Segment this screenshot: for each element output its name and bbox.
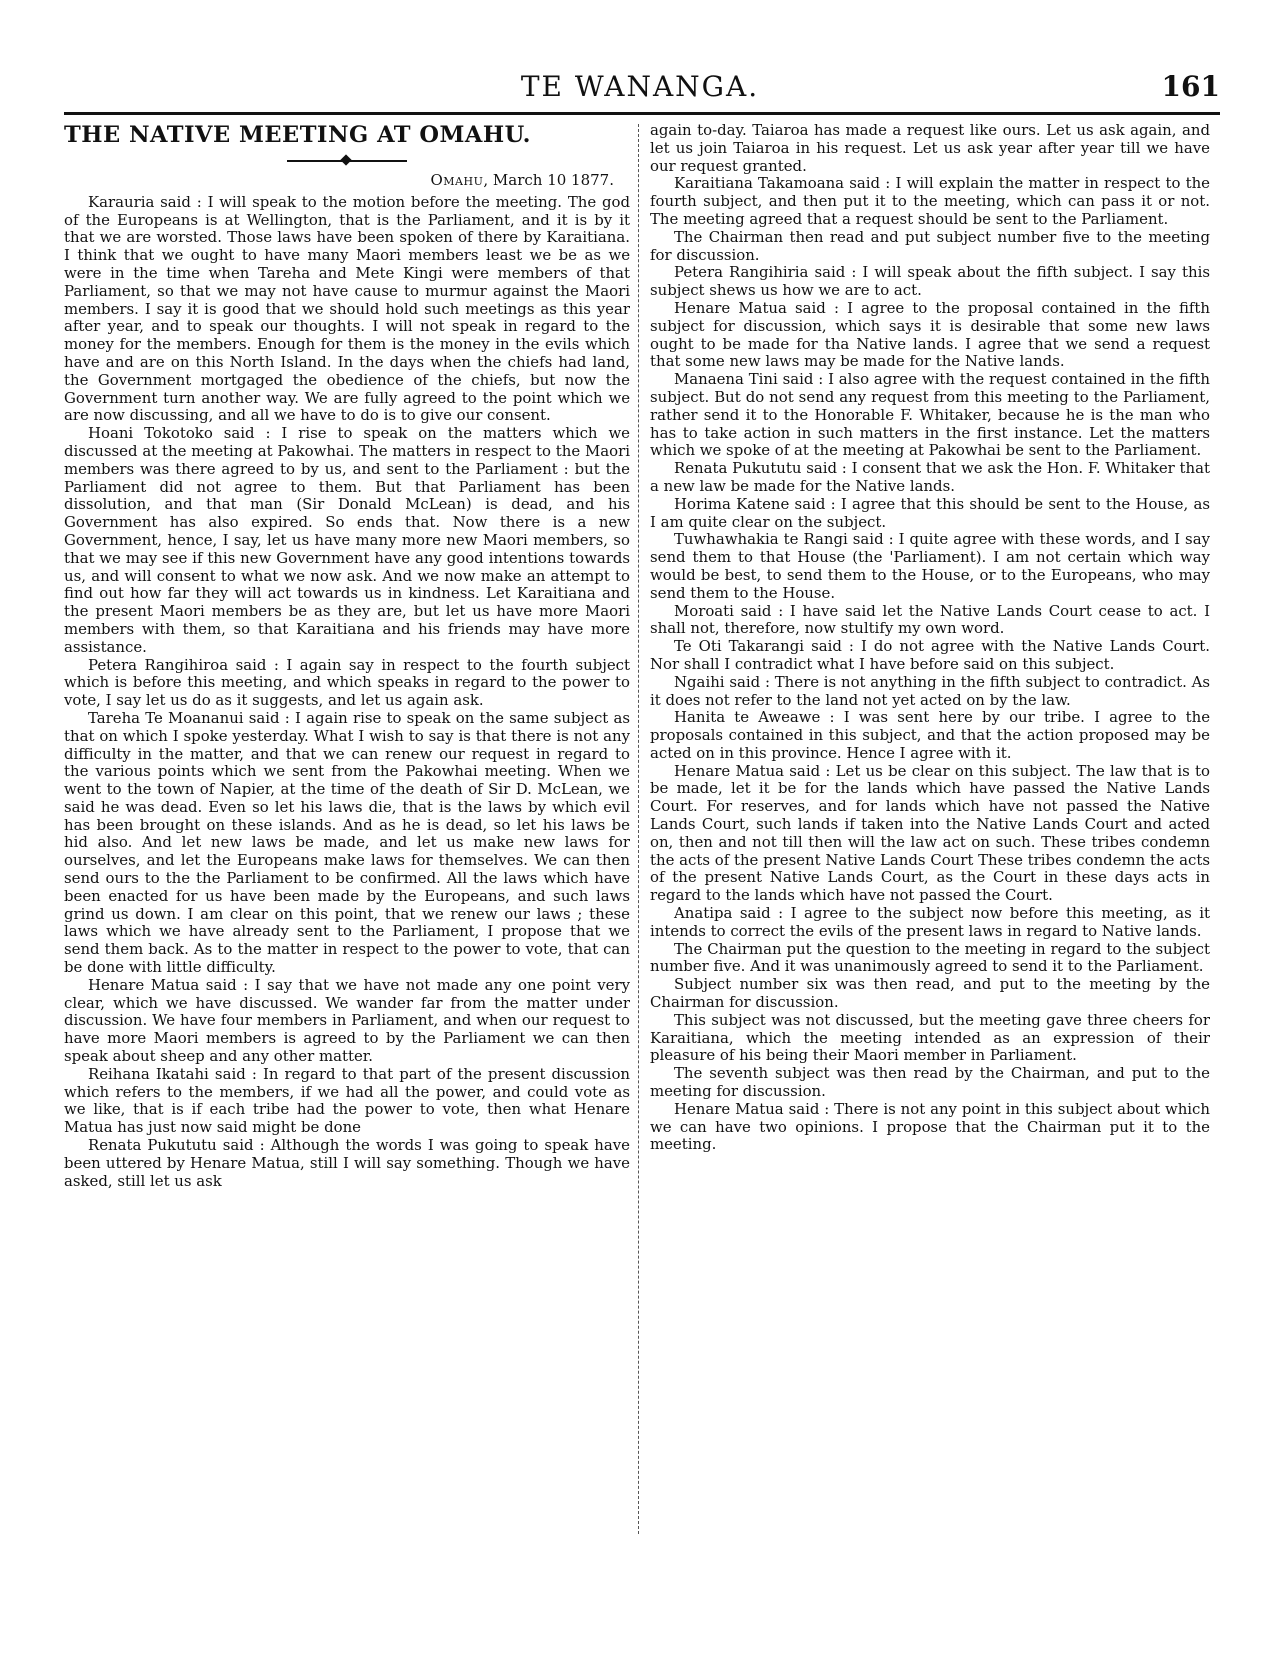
masthead: TE WANANGA. xyxy=(520,70,760,103)
page-header xyxy=(60,70,1220,110)
paragraph-te-oti-takarangi: Te Oti Takarangi said : I do not agree with the Native Lands Court. Nor shall I contradict what I have before said on this subject. xyxy=(650,637,1210,673)
paragraph-renata-pukututu-2: Renata Pukututu said : I consent that we ask the Hon. F. Whitaker that a new law be made for the Native lands. xyxy=(650,459,1210,495)
paragraph-chairman-subject-five: The Chairman then read and put subject number five to the meeting for discussion. xyxy=(650,227,1210,264)
paragraph-hoani-tokotoko: Hoani Tokotoko said : I rise to speak on the matters which we discussed at the meeting at Pakowhai. The matters in respect to the Maori members was there agreed to by us, and sent to the Parliament : but the Parliament did not agree to them. But that Parliament has been dissolution, and that man (Sir Donald McLean) is dead, and his Government has also expired. So ends that. Now there is a new Government, hence, I say, let us have many more new Maori members, so that we may see if this new Government have any good intentions towards us, and will consent to what we now ask. And we now make an attempt to find out how far they will act towards us in kindness. Let Karaitiana and the present Maori members be as they are, but let us have more Maori members with them, so that Karaitiana and his friends may have more assistance. xyxy=(64,424,630,656)
header-rule xyxy=(64,112,1220,115)
paragraph-anatipa: Anatipa said : I agree to the subject now before this meeting, as it intends to correct the evils of the present laws in regard to Native lands. xyxy=(650,904,1210,940)
right-column xyxy=(650,122,1210,1558)
paragraph-chairman-question: The Chairman put the question to the meeting in regard to the subject number five. And it was unanimously agreed to send it to the Parliament. xyxy=(650,939,1210,976)
paragraph-karauria: Karauria said : I will speak to the motion before the meeting. The god of the Europeans is at Wellington, that is the Parliament, and it is by it that we are worsted. Those laws have been spoken of there by Karaitiana. I think that we ought to have many Maori members least we be as we were in the time when Tareha and Mete Kingi were members of that Parliament, so that we may not have cause to murmur against the Maori members. I say it is good that we should hold such meetings as this year after year, and to speak our thoughts. I will not speak in regard to the money for the members. Enough for them is the money in the evils which have and are on this North Island. In the days when the chiefs had land, the Government mortgaged the obedience of the chiefs, but now the Government turn another way. We are fully agreed to the point which we are now discussing, and all we have to do is to give our consent. xyxy=(64,192,630,425)
article-title: THE NATIVE MEETING AT OMAHU. xyxy=(64,122,531,148)
title-ornament xyxy=(287,158,407,164)
paragraph-subject-six: Subject number six was then read, and put to the meeting by the Chairman for discussion. xyxy=(650,975,1210,1012)
paragraph-continuation: again to-day. Taiaroa has made a request like ours. Let us ask again, and let us join Taiaroa in his request. Let us ask year after year till we have our request granted. xyxy=(650,122,1210,175)
paragraph-henare-matua-propose: Henare Matua said : There is not any point in this subject about which we can have two opinions. I propose that the Chairman put it to the meeting. xyxy=(650,1099,1210,1154)
paragraph-petera-rangihiria: Petera Rangihiria said : I will speak about the fifth subject. I say this subject shews us how we are to act. xyxy=(650,263,1210,300)
paragraph-henare-matua-fifth: Henare Matua said : I agree to the proposal contained in the fifth subject for discussion, which says it is desirable that some new laws ought to be made for tha Native lands. I agree that we send a request that some new laws may be made for the Native lands. xyxy=(650,298,1210,371)
page-number: 161 xyxy=(1161,70,1220,103)
paragraph-tuwhawhakia: Tuwhawhakia te Rangi said : I quite agree with these words, and I say send them to that House (the 'Parliament). I am not certain which way would be best, to send them to the House, or to the Europeans, who may send them to the House. xyxy=(650,530,1210,602)
paragraph-horima-katene: Horima Katene said : I agree that this should be sent to the House, as I am quite clear on the subject. xyxy=(650,494,1210,531)
paragraph-henare-matua: Henare Matua said : I say that we have not made any one point very clear, which we have discussed. We wander far from the matter under discussion. We have four members in Parliament, and when our request to have more Maori members is agreed to by the Parliament we can then speak about sheep and any other matter. xyxy=(64,975,630,1066)
paragraph-renata-pukututu: Renata Pukututu said : Although the words I was going to speak have been uttered by Henare Matua, still I will say something. Though we have asked, still let us ask xyxy=(64,1136,630,1190)
dateline-date: , March 10 1877. xyxy=(483,171,614,189)
paragraph-three-cheers: This subject was not discussed, but the meeting gave three cheers for Karaitiana, which the meeting intended as an expression of their pleasure of his being their Maori member in Parliament. xyxy=(650,1010,1210,1065)
dateline-place: Omahu xyxy=(430,171,484,189)
column-divider xyxy=(638,124,639,1534)
paragraph-moroati: Moroati said : I have said let the Native Lands Court cease to act. I shall not, therefore, now stultify my own word. xyxy=(650,601,1210,638)
dateline xyxy=(64,172,614,190)
paragraph-petera-rangihiroa: Petera Rangihiroa said : I again say in respect to the fourth subject which is before this meeting, and which speaks in regard to the power to vote, I say let us do as it suggests, and let us again ask. xyxy=(64,655,630,710)
paragraph-hanita-te-aweawe: Hanita te Aweawe : I was sent here by our tribe. I agree to the proposals contained in this subject, and that the action proposed may be acted on in this province. Hence I agree with it. xyxy=(650,708,1210,762)
paragraph-ngaihi: Ngaihi said : There is not anything in the fifth subject to contradict. As it does not refer to the land not yet acted on by the law. xyxy=(650,672,1210,709)
paragraph-manaena-tini: Manaena Tini said : I also agree with the request contained in the fifth subject. But do not send any request from this meeting to the Parliament, rather send it to the Honorable F. Whitaker, because he is the man who has to take action in such matters in the first instance. Let the matters which we spoke of at the meeting at Pakowhai be sent to the Parliament. xyxy=(650,370,1210,460)
paragraph-tareha-te-moananui: Tareha Te Moananui said : I again rise to speak on the same subject as that on which I spoke yesterday. What I wish to say is that there is not any difficulty in the matter, and that we can renew our request in regard to the various points which we sent from the Pakowhai meeting. When we went to the town of Napier, at the time of the death of Sir D. McLean, we said he was dead. Even so let his laws die, that is the laws by which evil has been brought on these islands. And as he is dead, so let his laws be hid also. And let new laws be made, and let us make new laws for ourselves, and let the Europeans make laws for themselves. We can then send ours to the the Parliament to be confirmed. All the laws which have been enacted for us have been made by the Europeans, and such laws grind us down. I am clear on this point, that we renew our laws ; these laws which we have already sent to the Parliament, I propose that we send them back. As to the matter in respect to the power to vote, that can be done with little difficulty. xyxy=(64,708,630,977)
paragraph-henare-matua-lands: Henare Matua said : Let us be clear on this subject. The law that is to be made, let it be for the lands which have passed the Native Lands Court. For reserves, and for lands which have not passed the Native Lands Court, such lands if taken into the Native Lands Court and acted on, then and not till then will the law act on such. These tribes condemn the acts of the present Native Lands Court These tribes condemn the acts of the present Native Lands Court, as the Court in these days acts in regard to the lands which have not passed the Court. xyxy=(650,761,1210,905)
left-column xyxy=(64,122,630,1558)
paragraph-reihana-ikatahi: Reihana Ikatahi said : In regard to that part of the present discussion which refers to the members, if we had all the power, and could vote as we like, that is if each tribe had the power to vote, then what Henare Matua has just now said might be done xyxy=(64,1064,630,1137)
paragraph-seventh-subject: The seventh subject was then read by the Chairman, and put to the meeting for discussion. xyxy=(650,1064,1210,1101)
paragraph-karaitiana-takamoana: Karaitiana Takamoana said : I will explain the matter in respect to the fourth subject, and then put it to the meeting, which can pass it or not. The meeting agreed that a request should be sent to the Parliament. xyxy=(650,174,1210,228)
